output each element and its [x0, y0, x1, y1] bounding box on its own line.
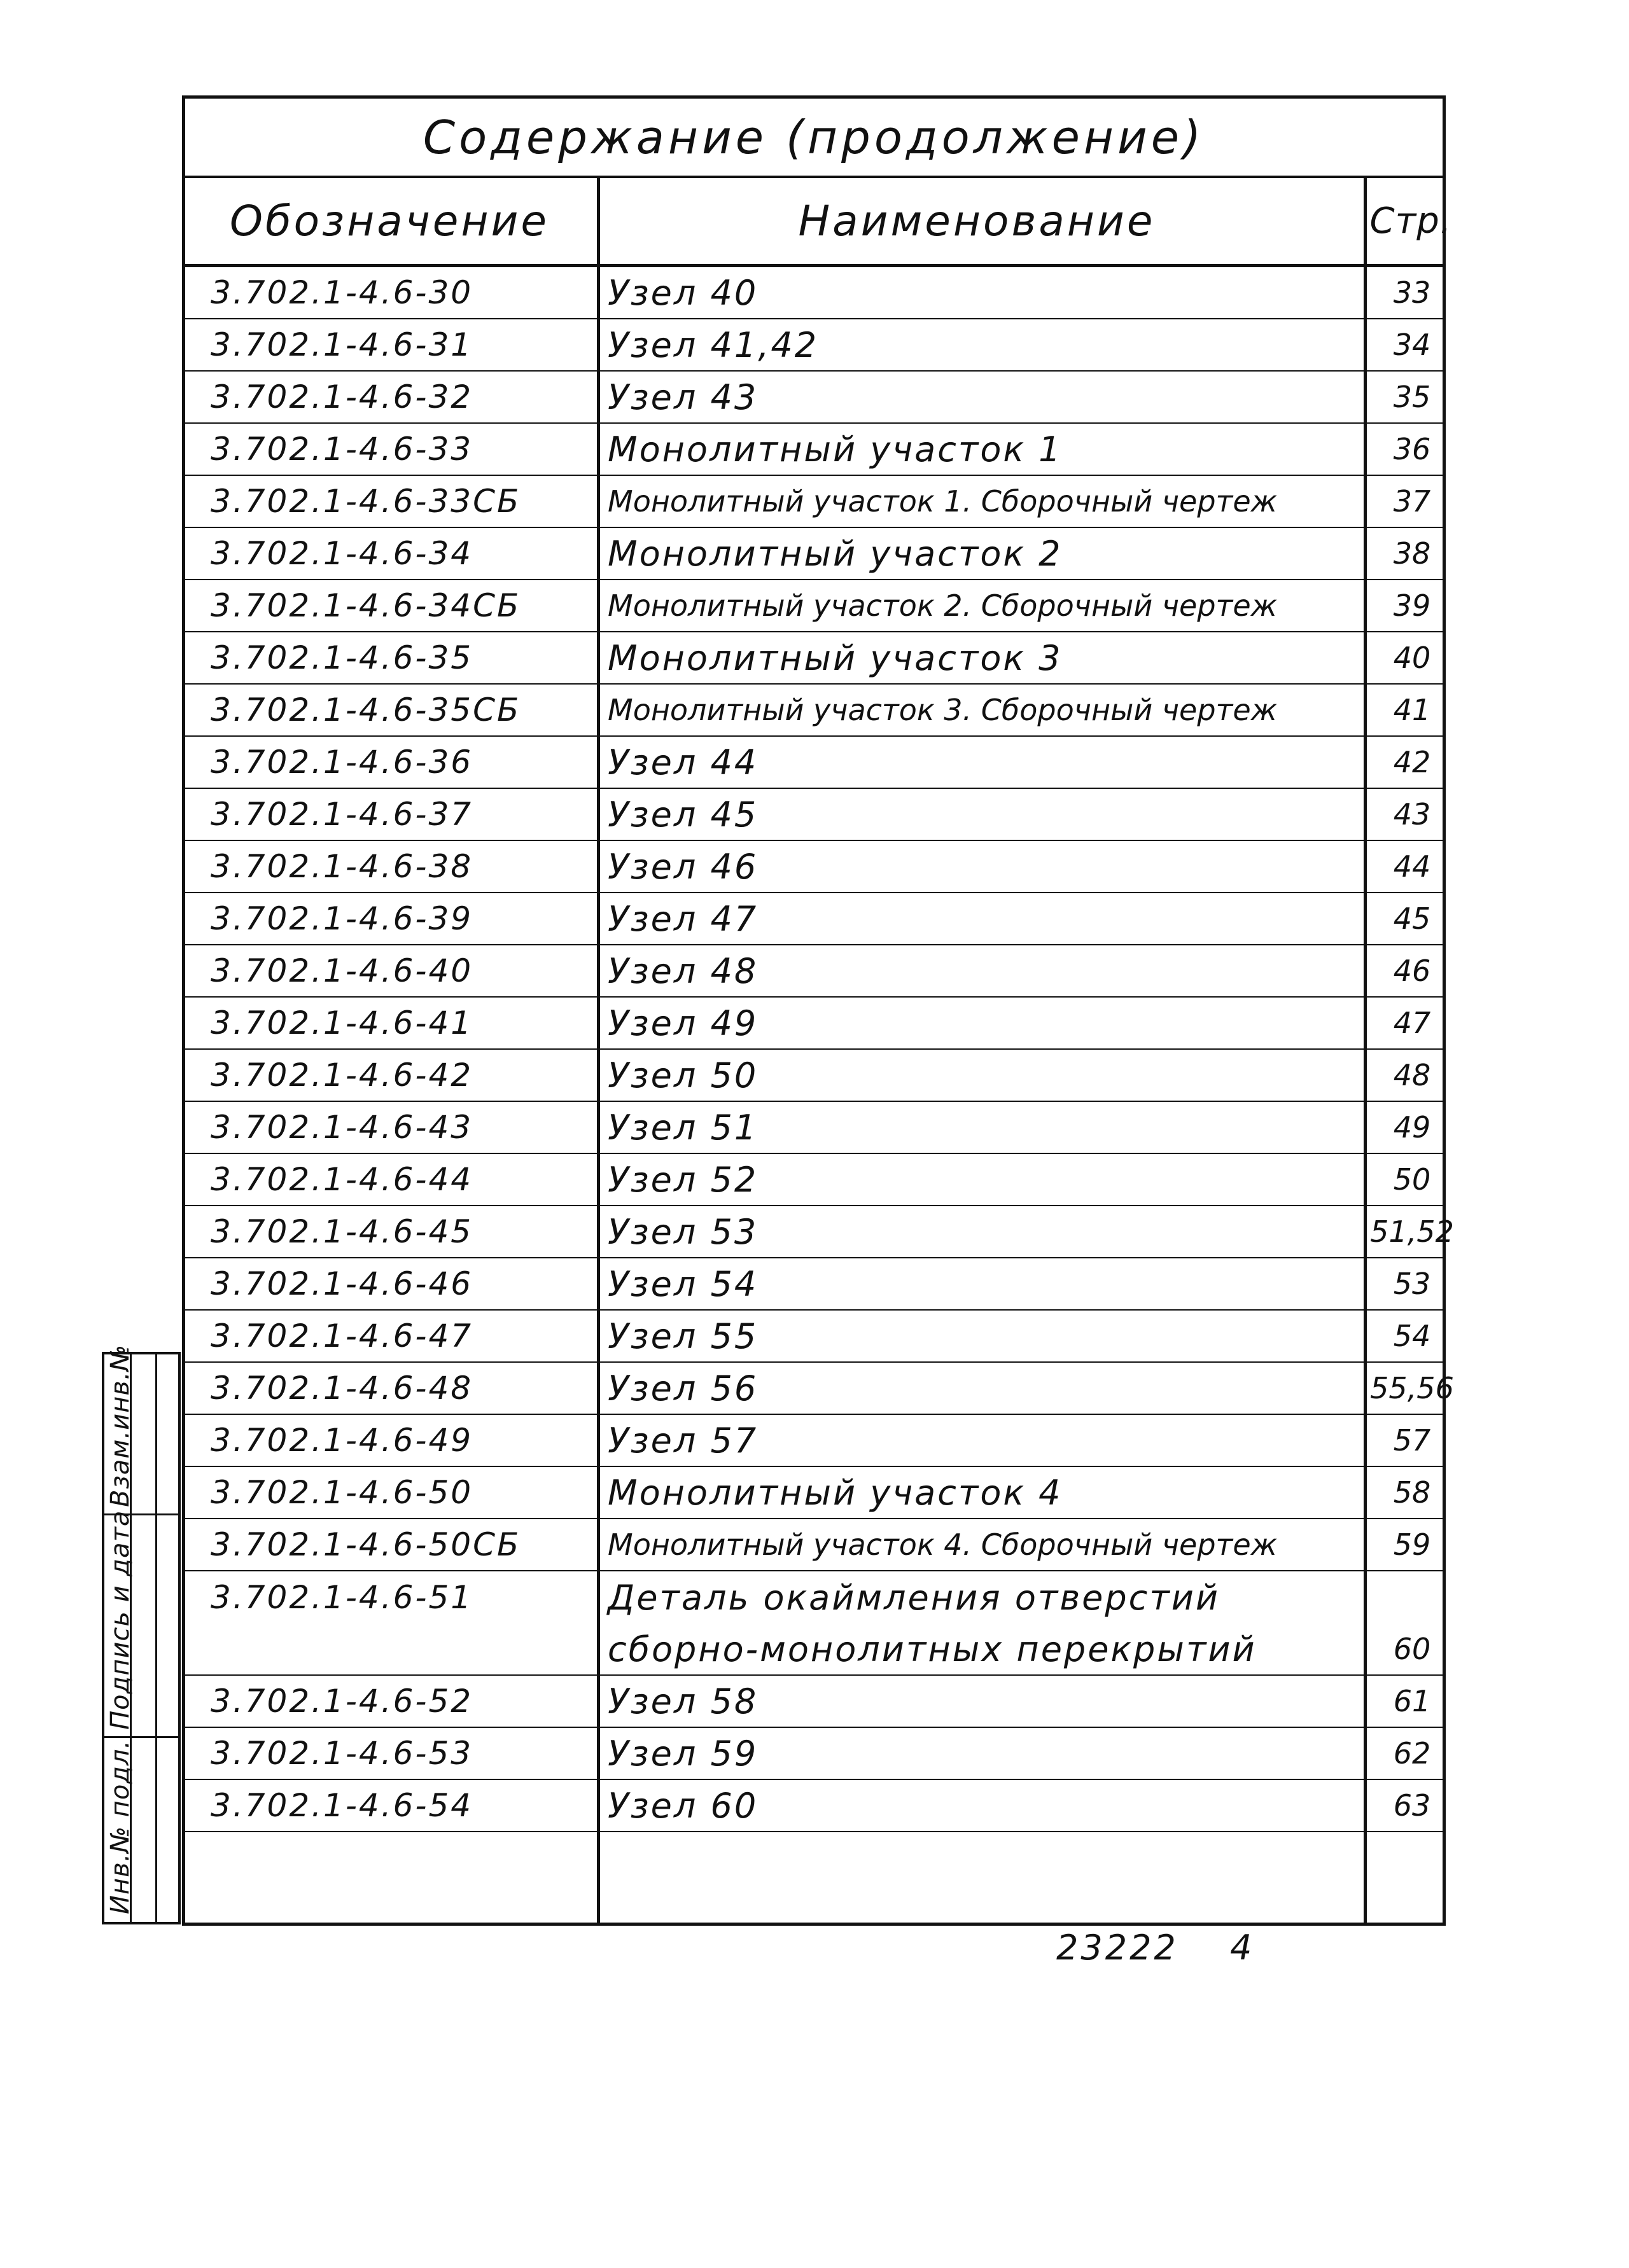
row-code: 3.702.1-4.6-46 — [211, 1265, 473, 1302]
row-name: Узел 44 — [608, 742, 759, 783]
row-name: Узел 48 — [608, 950, 759, 991]
table-row — [185, 1728, 1443, 1780]
row-page: 42 — [1393, 745, 1431, 779]
row-name: Монолитный участок 1. Сборочный чертеж — [608, 484, 1278, 518]
row-code: 3.702.1-4.6-34СБ — [211, 587, 521, 624]
row-name: Узел 50 — [608, 1055, 759, 1096]
row-code: 3.702.1-4.6-47 — [211, 1318, 473, 1354]
row-page: 39 — [1393, 588, 1431, 623]
table-row — [185, 1258, 1443, 1311]
row-page: 51,52 — [1370, 1214, 1454, 1249]
row-page: 55,56 — [1370, 1371, 1454, 1405]
row-code: 3.702.1-4.6-30 — [211, 274, 473, 311]
row-name: Монолитный участок 4 — [608, 1472, 1063, 1513]
row-page: 62 — [1393, 1736, 1431, 1771]
row-page: 57 — [1393, 1423, 1431, 1458]
row-page: 34 — [1393, 328, 1431, 362]
row-name: Узел 45 — [608, 794, 759, 835]
table-row — [185, 1206, 1454, 1258]
row-page: 53 — [1393, 1267, 1431, 1301]
row-code: 3.702.1-4.6-36 — [211, 744, 473, 781]
row-code: 3.702.1-4.6-33СБ — [211, 483, 521, 520]
row-page — [1380, 1571, 1444, 1624]
row-name: Узел 51 — [608, 1107, 759, 1148]
table-row — [185, 1519, 1443, 1571]
row-name: Узел 52 — [608, 1159, 759, 1200]
row-page: 48 — [1393, 1058, 1431, 1092]
row-page: 50 — [1393, 1162, 1431, 1197]
table-row — [185, 476, 1443, 528]
table-row — [185, 1050, 1443, 1102]
row-name: Монолитный участок 1 — [608, 429, 1063, 470]
row-code: 3.702.1-4.6-45 — [211, 1213, 473, 1250]
row-page: 61 — [1393, 1684, 1431, 1718]
row-page: 47 — [1393, 1006, 1431, 1040]
table-row — [185, 372, 1443, 424]
table-row — [185, 1676, 1443, 1728]
table-row — [185, 424, 1443, 476]
row-page: 60 — [1393, 1632, 1431, 1666]
table-row — [185, 267, 1443, 319]
row-name: Монолитный участок 4. Сборочный чертеж — [608, 1527, 1278, 1562]
header-code: Обозначение — [230, 197, 549, 246]
row-code: 3.702.1-4.6-38 — [211, 848, 473, 885]
row-name: Узел 59 — [608, 1733, 759, 1774]
row-name: Узел 55 — [608, 1316, 759, 1356]
row-code: 3.702.1-4.6-51 — [211, 1579, 473, 1616]
contents-sheet — [182, 95, 1454, 1926]
row-name: Деталь окаймления отверстий — [608, 1577, 1220, 1618]
row-page: 33 — [1393, 275, 1431, 310]
footer — [1056, 1928, 1292, 1968]
table-row — [185, 1311, 1443, 1363]
row-name: Узел 46 — [608, 846, 759, 887]
row-code: 3.702.1-4.6-44 — [211, 1161, 473, 1198]
row-code: 3.702.1-4.6-31 — [211, 326, 473, 363]
row-code: 3.702.1-4.6-48 — [211, 1370, 473, 1407]
row-code: 3.702.1-4.6-54 — [211, 1787, 473, 1824]
row-page: 44 — [1393, 849, 1431, 884]
row-name: сборно-монолитных перекрытий — [608, 1629, 1257, 1669]
table-row — [185, 1467, 1443, 1519]
row-page: 41 — [1393, 693, 1431, 727]
row-name: Монолитный участок 2 — [608, 533, 1063, 574]
row-code: 3.702.1-4.6-43 — [211, 1109, 473, 1146]
table-header — [185, 178, 1452, 267]
row-name: Узел 53 — [608, 1211, 759, 1252]
stamp-inv-orig: Инв.№ подл. — [106, 1739, 135, 1914]
stamp-divider — [104, 1736, 178, 1738]
side-stamp — [102, 1344, 181, 1924]
row-page: 45 — [1393, 901, 1431, 936]
row-page: 46 — [1393, 954, 1431, 988]
row-name: Монолитный участок 3 — [608, 637, 1063, 678]
row-page: 36 — [1393, 432, 1431, 466]
row-name: Узел 54 — [608, 1263, 759, 1304]
row-code: 3.702.1-4.6-41 — [211, 1005, 473, 1041]
row-name: Узел 43 — [608, 377, 759, 417]
row-code: 3.702.1-4.6-35СБ — [211, 692, 521, 728]
row-name: Узел 41,42 — [608, 324, 819, 365]
row-code: 3.702.1-4.6-42 — [211, 1057, 473, 1094]
row-page: 49 — [1393, 1110, 1431, 1144]
stamp-replace-inv: Взам.инв.№ — [106, 1344, 135, 1507]
table-row — [185, 945, 1443, 998]
row-code: 3.702.1-4.6-50СБ — [211, 1526, 521, 1563]
stamp-divider — [155, 1354, 157, 1922]
row-page: 54 — [1393, 1319, 1431, 1353]
row-name: Узел 58 — [608, 1681, 759, 1722]
table-row — [185, 1624, 1443, 1676]
table-row — [185, 528, 1443, 580]
table-row — [185, 685, 1443, 737]
table-row — [185, 841, 1443, 893]
table-row — [185, 1363, 1454, 1415]
row-code: 3.702.1-4.6-33 — [211, 431, 473, 468]
row-name: Узел 56 — [608, 1368, 759, 1409]
row-name: Узел 40 — [608, 272, 759, 313]
table-row — [185, 998, 1443, 1050]
row-code: 3.702.1-4.6-40 — [211, 952, 473, 989]
row-page: 40 — [1393, 641, 1431, 675]
row-code: 3.702.1-4.6-35 — [211, 639, 473, 676]
table-row — [185, 319, 1443, 372]
title-row — [185, 99, 1443, 178]
table-row — [185, 1102, 1443, 1154]
table-row — [185, 1571, 1443, 1624]
row-code: 3.702.1-4.6-39 — [211, 900, 473, 937]
row-code: 3.702.1-4.6-53 — [211, 1735, 473, 1772]
header-name: Наименование — [798, 197, 1156, 246]
sheet-number: 4 — [1229, 1928, 1255, 1968]
stamp-sign-date: Подпись и дата — [106, 1510, 135, 1730]
row-page: 59 — [1393, 1527, 1431, 1562]
row-code: 3.702.1-4.6-37 — [211, 796, 473, 833]
row-page: 38 — [1393, 536, 1431, 571]
row-name: Узел 47 — [608, 898, 759, 939]
table-row — [185, 893, 1443, 945]
row-name: Узел 60 — [608, 1785, 759, 1826]
row-code: 3.702.1-4.6-50 — [211, 1474, 473, 1511]
table-row — [185, 1154, 1443, 1206]
table-row — [185, 580, 1443, 632]
table-row — [185, 1780, 1443, 1832]
page-title: Содержание (продолжение) — [423, 110, 1205, 164]
row-name: Монолитный участок 3. Сборочный чертеж — [608, 693, 1278, 727]
table-row — [185, 789, 1443, 841]
row-code: 3.702.1-4.6-34 — [211, 535, 473, 572]
row-page: 37 — [1393, 484, 1431, 518]
document-number: 23222 — [1056, 1928, 1178, 1968]
table-row — [185, 1415, 1443, 1467]
table-row — [185, 632, 1443, 685]
table-row — [185, 737, 1443, 789]
row-code — [211, 1624, 580, 1674]
row-name: Узел 57 — [608, 1420, 759, 1461]
row-code: 3.702.1-4.6-52 — [211, 1683, 473, 1720]
header-page: Стр. — [1369, 200, 1452, 242]
row-name: Узел 49 — [608, 1003, 759, 1043]
row-name: Монолитный участок 2. Сборочный чертеж — [608, 588, 1278, 623]
row-page: 35 — [1393, 380, 1431, 414]
row-code: 3.702.1-4.6-49 — [211, 1422, 473, 1459]
row-page: 43 — [1393, 797, 1431, 831]
row-page: 63 — [1393, 1788, 1431, 1823]
row-code: 3.702.1-4.6-32 — [211, 379, 473, 415]
row-page: 58 — [1393, 1475, 1431, 1510]
